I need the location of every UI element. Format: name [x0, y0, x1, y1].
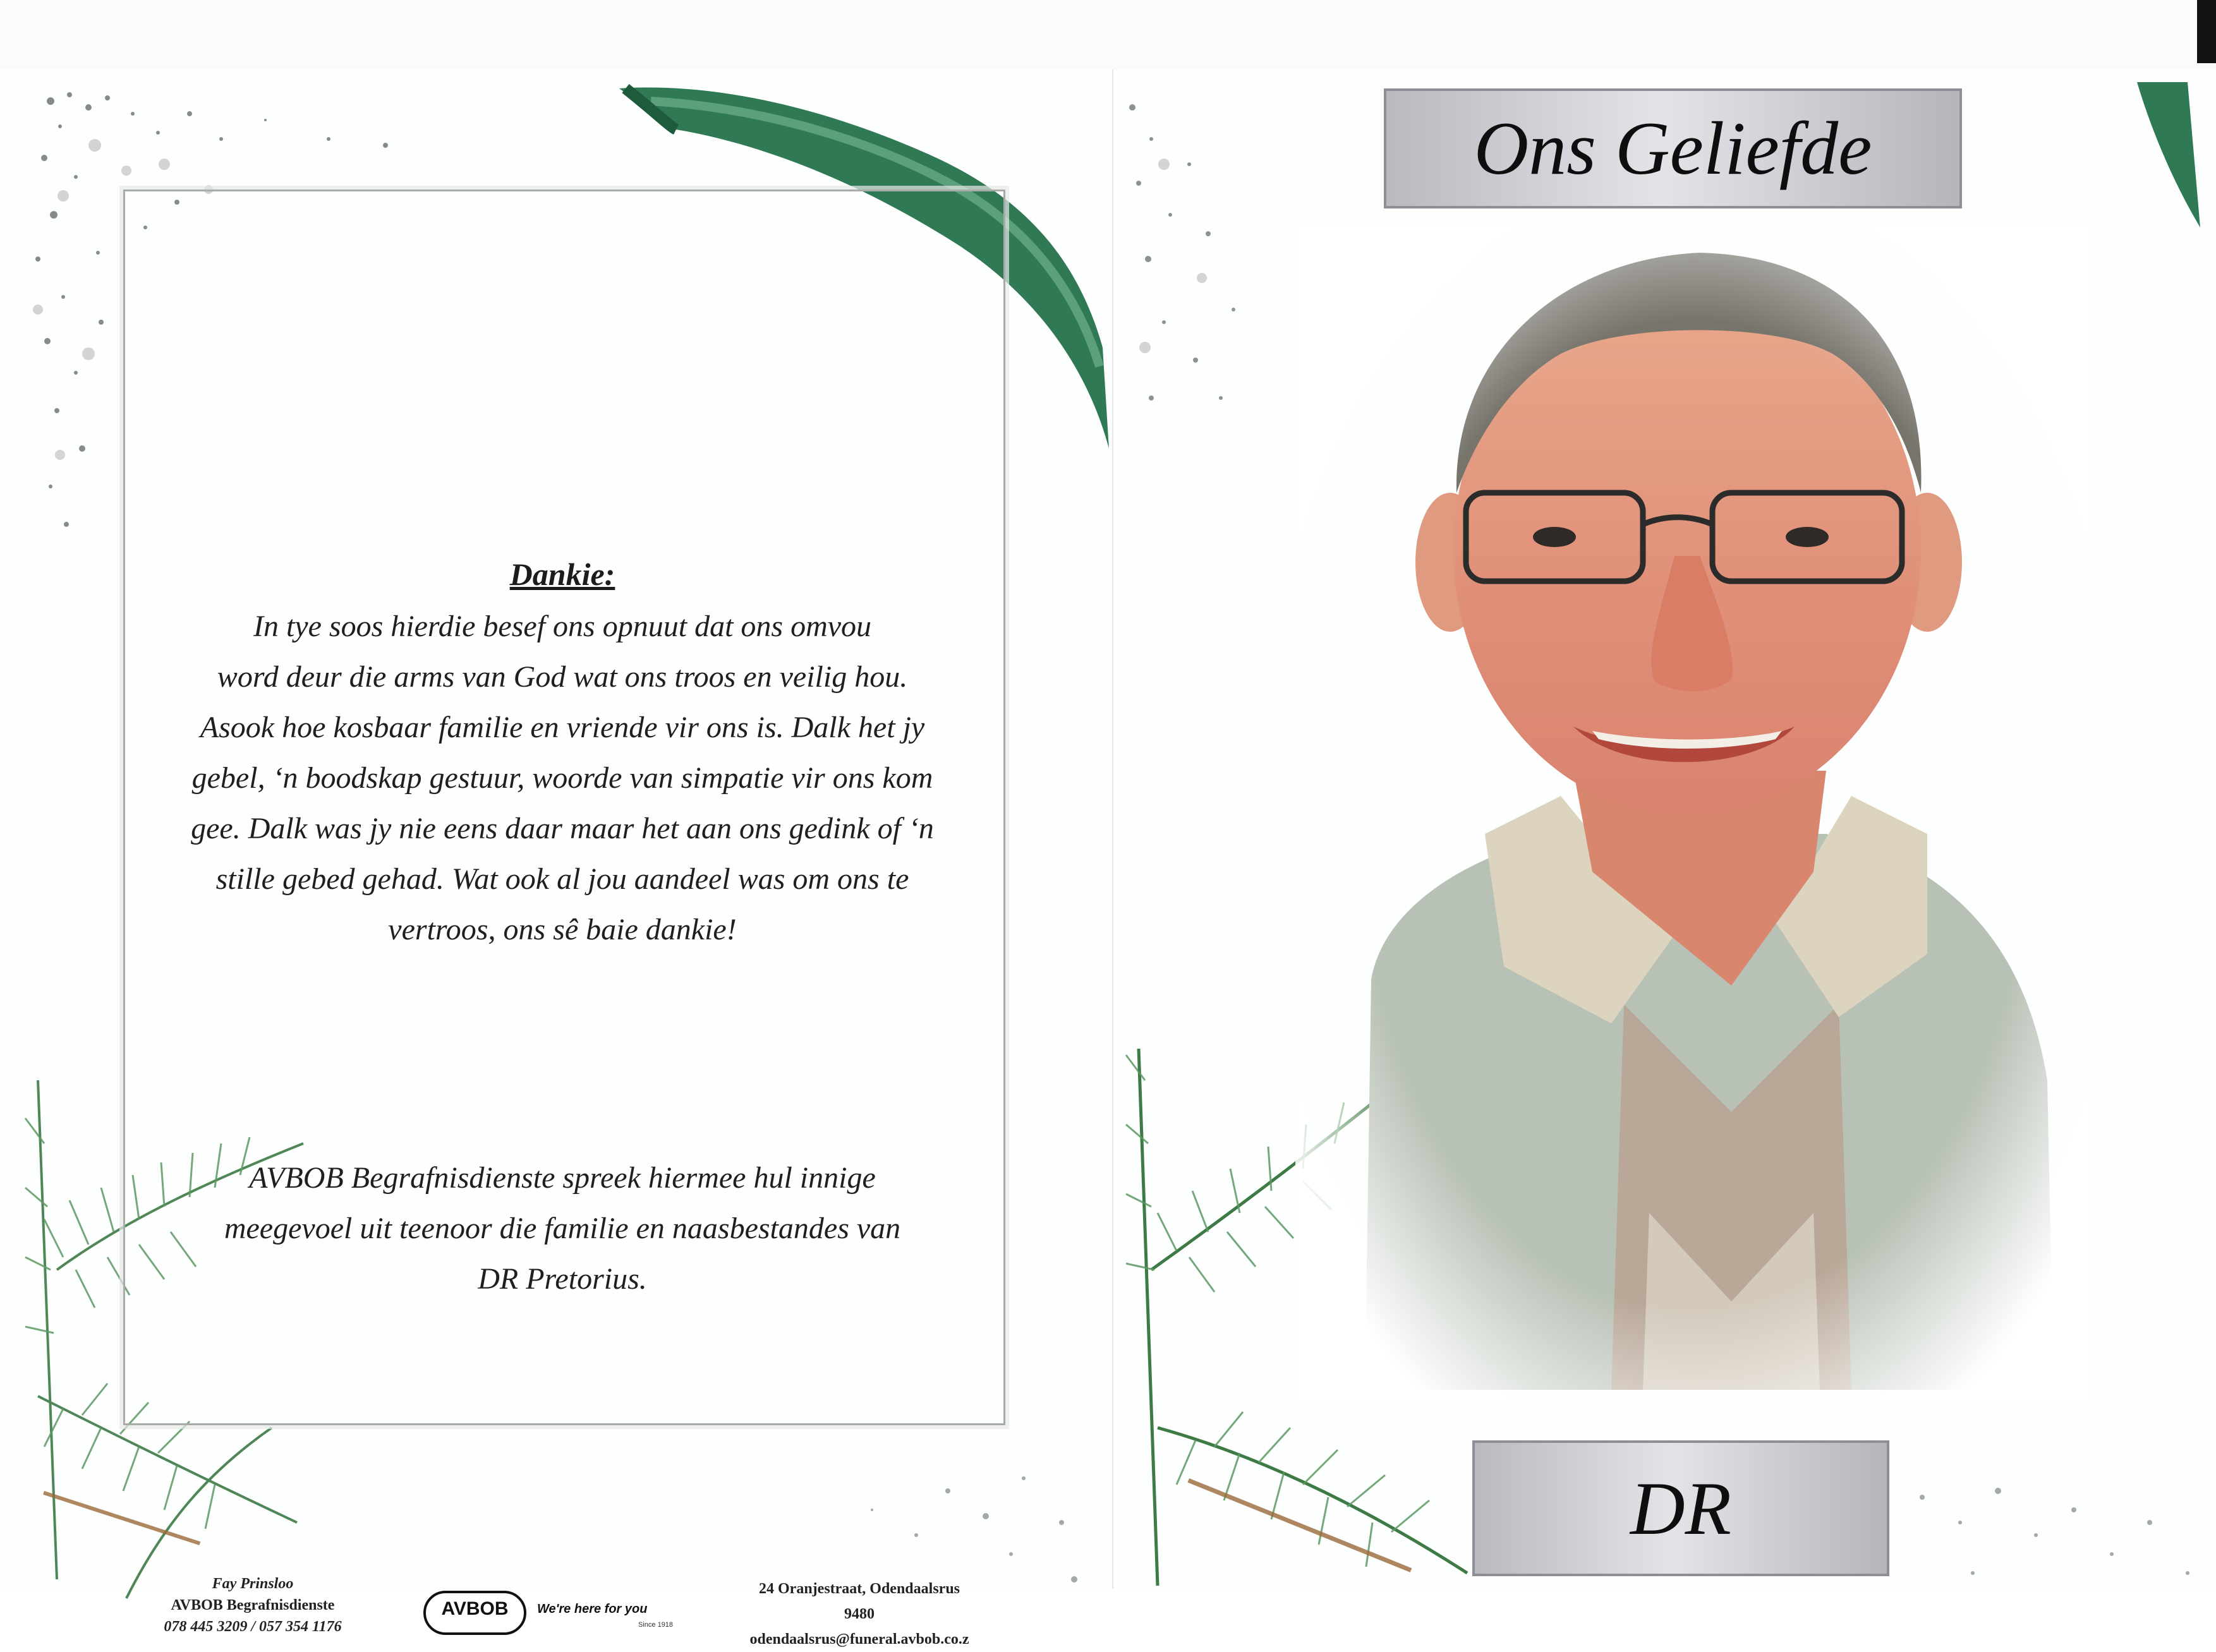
logo-since: Since 1918: [638, 1621, 674, 1629]
company-name: AVBOB Begrafnisdienste: [171, 1597, 335, 1613]
message-line: In tye soos hierdie besef ons opnuut dat ons omvou: [253, 610, 872, 643]
logo-tagline: We're here for you: [537, 1602, 648, 1616]
scan-margin-top: [0, 0, 2216, 69]
condolence-line: meegevoel uit teenoor die familie en naasbestandes van: [224, 1212, 901, 1245]
condolence-line: DR Pretorius.: [478, 1262, 647, 1296]
message-line: vertroos, ons sê baie dankie!: [388, 913, 737, 946]
scan-edge-mark: [2197, 0, 2216, 63]
portrait-photo: [1295, 227, 2092, 1402]
glitter-corner-top-left: [1129, 104, 1235, 401]
footer-address: [708, 1576, 1011, 1652]
message-line: word deur die arms van God wat ons troos en veilig hou.: [217, 660, 908, 694]
footer-contact: [126, 1573, 379, 1637]
thank-you-message: [126, 556, 998, 955]
postal-code: 9480: [844, 1606, 875, 1622]
title-plate: [1384, 88, 1962, 208]
message-line: stille gebed gehad. Wat ook al jou aandeel was om ons te: [215, 862, 909, 896]
email-address: odendaalsrus@funeral.avbob.co.z: [749, 1631, 969, 1648]
contact-phones: 078 445 3209 / 057 354 1176: [164, 1619, 342, 1635]
thank-you-heading: Dankie:: [509, 557, 615, 592]
condolence-line: AVBOB Begrafnisdienste spreek hiermee hul innige: [249, 1161, 876, 1195]
message-line: gee. Dalk was jy nie eens daar maar het aan ons gedink of ‘n: [191, 812, 934, 845]
deceased-name: DR: [1630, 1466, 1731, 1550]
message-line: Asook hoe kosbaar familie en vriende vir ons is. Dalk het jy: [200, 711, 925, 744]
message-line: gebel, ‘n boodskap gestuur, woorde van simpatie vir ons kom: [191, 761, 933, 795]
title-text: Ons Geliefde: [1474, 106, 1872, 190]
avbob-logo: [423, 1586, 676, 1636]
contact-name: Fay Prinsloo: [212, 1576, 294, 1592]
name-plate: [1472, 1440, 1889, 1576]
address-line: 24 Oranjestraat, Odendaalsrus: [759, 1581, 960, 1597]
condolence-message: [126, 1153, 998, 1305]
right-panel: [1113, 69, 2216, 1589]
logo-text: AVBOB: [441, 1598, 509, 1619]
green-ribbon-edge: [2137, 82, 2200, 227]
left-panel: [0, 69, 1113, 1648]
